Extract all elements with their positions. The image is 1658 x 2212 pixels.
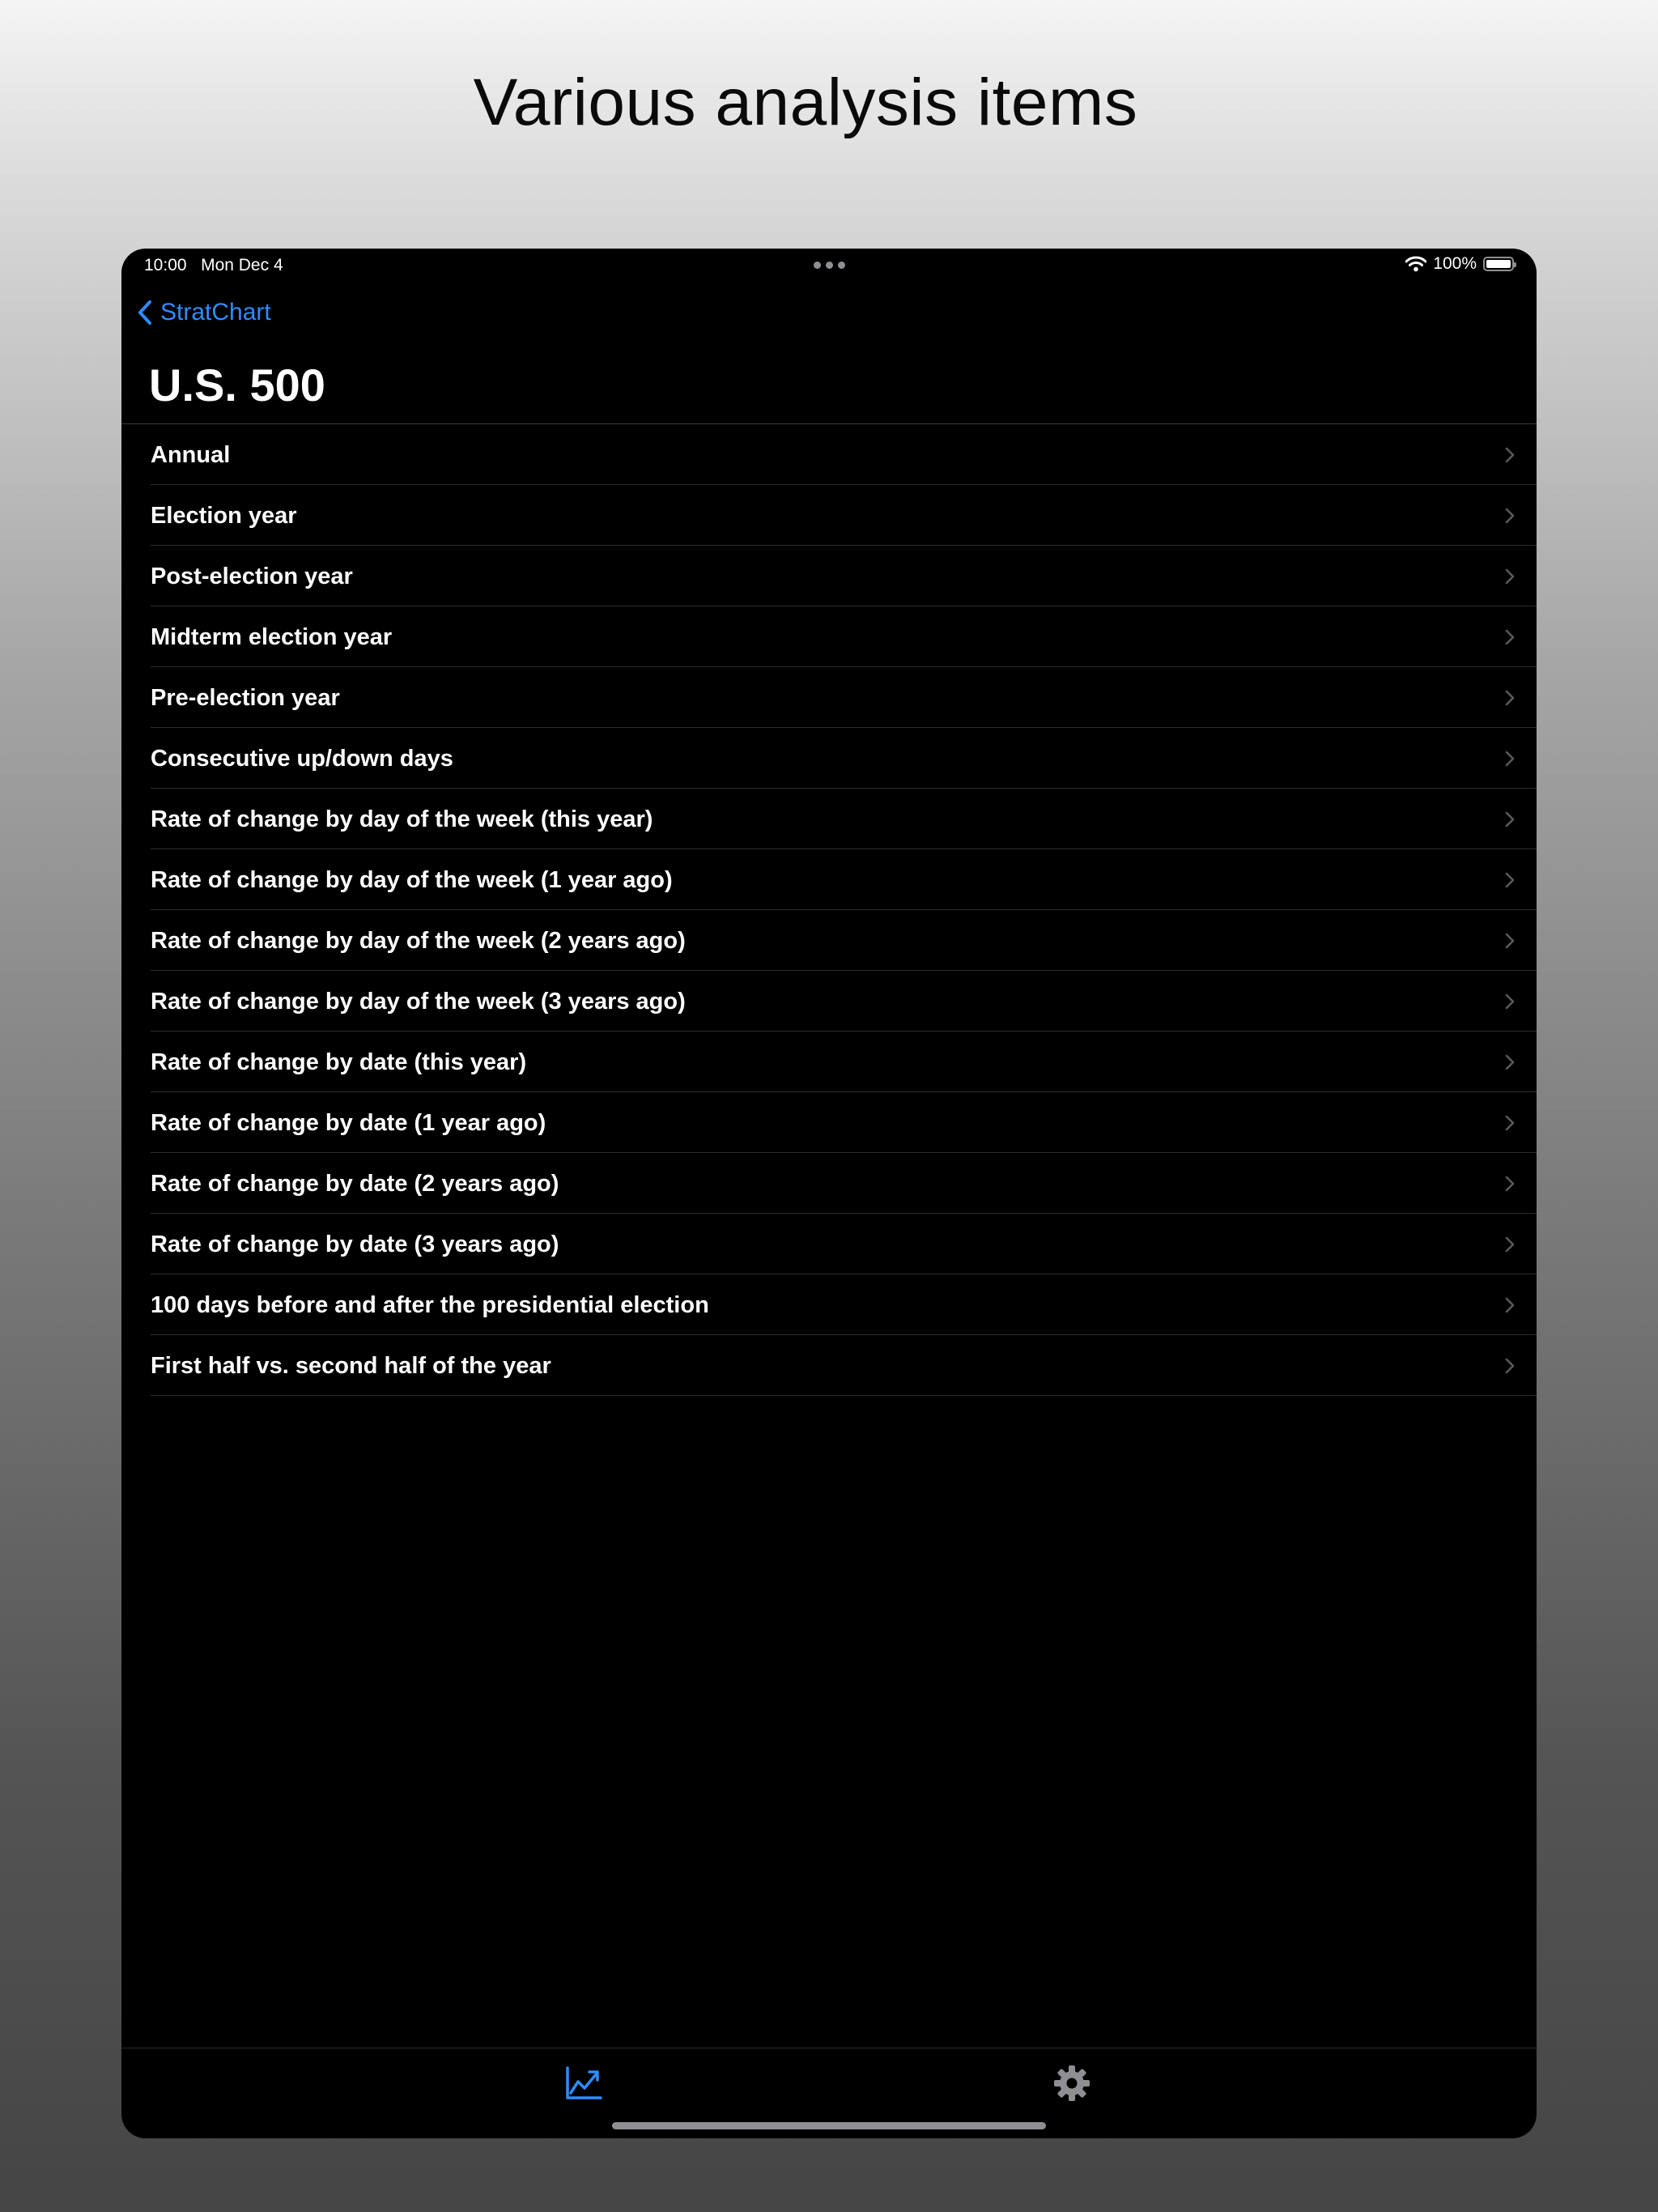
status-indicators [1405, 254, 1514, 274]
page-title: U.S. 500 [149, 359, 325, 410]
list-item-label: Rate of change by date (3 years ago) [151, 1231, 559, 1257]
chevron-right-icon [1504, 628, 1516, 646]
chevron-right-icon [1504, 446, 1516, 464]
list-item-label: Rate of change by day of the week (this year) [151, 806, 653, 832]
list-item[interactable] [121, 1153, 1537, 1214]
list-item[interactable] [121, 1335, 1537, 1396]
list-item-label: Post-election year [151, 564, 353, 589]
status-time: 10:00 [144, 256, 187, 274]
chevron-right-icon [1504, 1114, 1516, 1132]
tab-settings[interactable] [1052, 2064, 1091, 2103]
list-item-label: Rate of change by day of the week (3 years ago) [151, 989, 686, 1015]
back-button[interactable] [138, 299, 271, 326]
list-item-label: Rate of change by day of the week (2 years ago) [151, 928, 686, 954]
list-item[interactable] [121, 1092, 1537, 1153]
list-item-label: Rate of change by date (2 years ago) [151, 1171, 559, 1197]
chevron-right-icon [1504, 689, 1516, 707]
list-item-label: Rate of change by day of the week (1 year ago) [151, 867, 673, 893]
list-item-label: Election year [151, 503, 297, 529]
home-indicator [612, 2122, 1046, 2129]
tab-charts[interactable] [564, 2064, 603, 2103]
list-item-label: Rate of change by date (this year) [151, 1049, 527, 1075]
list-item-label: 100 days before and after the presidential election [151, 1292, 709, 1318]
chevron-left-icon [138, 300, 152, 325]
chevron-right-icon [1504, 993, 1516, 1010]
chart-line-icon [564, 2064, 603, 2103]
list-item[interactable] [121, 485, 1537, 546]
back-button-label: StratChart [160, 299, 271, 325]
chevron-right-icon [1504, 750, 1516, 768]
chevron-right-icon [1504, 871, 1516, 889]
gear-icon [1052, 2064, 1091, 2103]
list-item-label: First half vs. second half of the year [151, 1353, 551, 1379]
status-bar [121, 249, 1537, 283]
chevron-right-icon [1504, 1236, 1516, 1253]
chevron-right-icon [1504, 1296, 1516, 1314]
chevron-right-icon [1504, 568, 1516, 585]
list-item[interactable] [121, 910, 1537, 971]
list-item[interactable] [121, 606, 1537, 667]
list-item[interactable] [121, 971, 1537, 1032]
chevron-right-icon [1504, 507, 1516, 525]
list-item-label: Consecutive up/down days [151, 746, 453, 772]
chevron-right-icon [1504, 1053, 1516, 1071]
ipad-screen [121, 249, 1537, 2138]
list-item[interactable] [121, 789, 1537, 849]
analysis-list [121, 424, 1537, 1396]
list-item[interactable] [121, 1032, 1537, 1092]
list-item[interactable] [121, 546, 1537, 606]
chevron-right-icon [1504, 1357, 1516, 1375]
status-date: Mon Dec 4 [201, 256, 283, 274]
list-item-label: Midterm election year [151, 624, 393, 650]
list-item[interactable] [121, 1214, 1537, 1274]
chevron-right-icon [1504, 932, 1516, 950]
list-item-label: Annual [151, 442, 231, 468]
headline: Various analysis items [473, 66, 1138, 139]
list-item[interactable] [121, 849, 1537, 910]
list-item[interactable] [121, 728, 1537, 789]
list-item[interactable] [121, 424, 1537, 485]
battery-percent: 100% [1433, 254, 1477, 273]
chevron-right-icon [1504, 810, 1516, 828]
list-item-label: Rate of change by date (1 year ago) [151, 1110, 546, 1136]
wifi-icon [1405, 256, 1426, 272]
status-time-date [144, 256, 283, 275]
list-item[interactable] [121, 1274, 1537, 1335]
list-item-label: Pre-election year [151, 685, 340, 711]
battery-icon [1483, 257, 1514, 271]
chevron-right-icon [1504, 1175, 1516, 1193]
list-item[interactable] [121, 667, 1537, 728]
multitasking-dots-icon[interactable] [814, 262, 845, 269]
